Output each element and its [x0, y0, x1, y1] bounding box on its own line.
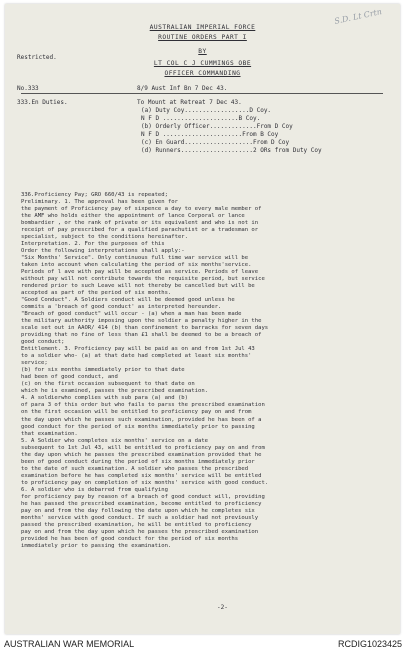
body-line: Order the following interpretations shall apply:- — [21, 248, 185, 255]
body-line: pay on and from the day upon which he passes the prescribed examination — [21, 528, 259, 535]
body-line: Preliminary. 1. The approval has been given for — [21, 199, 178, 206]
body-line: which he is examined, passes the prescribed examination. — [21, 388, 209, 395]
orders-heading: ROUTINE ORDERS PART I — [158, 34, 247, 41]
body-line: he has passed the prescribed examination, become entitled to proficiency — [21, 500, 262, 507]
body-line: to the date of such examination. A soldier who passes the prescribed — [21, 465, 249, 472]
mount-time: To Mount at Retreat 7 Dec 43. — [137, 99, 242, 106]
body-line: providing that no fine of less than £1 shall be deemed to be a breach of — [21, 332, 262, 339]
body-line: the day upon which he passes such examination, provided he has been of a — [21, 416, 262, 423]
body-line: provided he has been of good conduct for the period of six months — [21, 535, 239, 542]
body-line: the AMF who holds either the appointment of lance Corporal or lance — [21, 213, 245, 220]
body-line: without pay will not contribute towards the requisite period, but service — [21, 276, 265, 283]
body-line: the day upon which he passes the prescribed examination provided that he — [21, 451, 262, 458]
body-line: "Good Conduct". A Soldiers conduct will be deemed good unless he — [21, 297, 235, 304]
body-line: passed the prescribed examination, he will be entitled to proficiency — [21, 521, 252, 528]
force-heading: AUSTRALIAN IMPERIAL FORCE — [149, 24, 256, 31]
body-line: that examination. — [21, 430, 78, 437]
body-line: immediately prior to passing the examination. — [21, 542, 172, 549]
duty-row: (d) Runners....................2 ORs from Duty Coy — [141, 147, 322, 154]
body-line: commits a 'breach of good conduct' as interpreted hereunder. — [21, 304, 222, 311]
body-line: "Six Months' Service". Only continuous full time war service will be — [21, 255, 249, 262]
body-line: pay on and from the day following the date upon which he completes six — [21, 507, 255, 514]
duty-row: N F D .....................B Coy. — [141, 115, 261, 122]
body-line: 6. A soldier who is debarred from qualifying — [21, 486, 168, 493]
duty-row: (b) Orderly Officer.............From D Coy — [141, 123, 293, 130]
classification-label: Restricted. — [17, 54, 57, 61]
body-line: on the first occasion will be entitled to proficiency pay on and from — [21, 409, 252, 416]
page-number: -2- — [217, 604, 228, 611]
order-number: No.333 — [17, 85, 39, 92]
body-line: scale set out in AAOR/ 414 (b) than confinement to barracks for seven days — [21, 325, 269, 332]
body-line: to a soldier who- (a) at that date had completed at least six months' — [21, 353, 252, 360]
body-line: accepted as part of the period of six months. — [21, 290, 172, 297]
body-line: Interpretation. 2. For the purposes of this — [21, 241, 165, 248]
body-line: of para 3 of this order but who fails to parss the prescribed examination — [21, 402, 265, 409]
body-line: 5. A Soldier who completes six months' service on a date — [21, 437, 209, 444]
body-line: Periods of l ave with pay will be accepted as service. Periods of leave — [21, 269, 259, 276]
body-line: Entitlement. 3. Proficiency pay will be paid as on and from 1st Jul 43 — [21, 346, 255, 353]
body-line: for proficiency pay by reason of a breach of good conduct will, providing — [21, 493, 265, 500]
body-line: (b) for six months immediately prior to that date — [21, 367, 185, 374]
body-line: been of good conduct during the period of six months immediately prior — [21, 458, 255, 465]
body-line: receipt of pay prescribed for a qualified parachutist or a tradesman or — [21, 227, 259, 234]
duty-row: (a) Duty Coy..................D Coy. — [141, 107, 272, 114]
body-line: subsequent to 1st Jul 43, will be entitled to proficiency pay on and from — [21, 444, 265, 451]
officer-name: LT COL C J CUMMINGS OBE — [153, 60, 252, 67]
body-line: good conduct for the period of six months immediately prior to passing — [21, 423, 255, 430]
body-line: had been of good conduct, and — [21, 374, 118, 381]
body-line: months' service with good conduct. If such a soldier had not previously — [21, 514, 259, 521]
body-line: examination before he has completed six months' service will be entitled — [21, 472, 262, 479]
handwritten-annotation: S.D. Lt Crtn — [333, 7, 383, 26]
by-heading: BY — [198, 48, 207, 55]
section-333-title: 333.En Duties. — [17, 99, 68, 106]
body-line: specialist, subject to the conditions hereinafter. — [21, 234, 188, 241]
date-unit: 8/9 Aust Inf Bn 7 Dec 43. — [137, 85, 228, 92]
body-line: (c) on the first occasion subsequent to that date on — [21, 381, 195, 388]
body-line: bombardier , or the rank of private or its equivalent and who is not in — [21, 220, 259, 227]
archive-name: AUSTRALIAN WAR MEMORIAL — [4, 639, 135, 649]
body-line: 4. A soldierwho complies with sub para (a) and (b) — [21, 395, 188, 402]
document-page — [5, 4, 400, 634]
body-line: good conduct; — [21, 339, 65, 346]
officer-role: OFFICER COMMANDING — [164, 70, 241, 77]
body-line: to proficiency pay on completion of six months' service with good conduct. — [21, 479, 269, 486]
body-line: the military authority imposing upon the soldier a penalty higher in the — [21, 318, 262, 325]
archive-footer — [0, 636, 406, 654]
body-line: rendered prior to such Leave will not thereby be cancelled but will be — [21, 283, 255, 290]
order-body — [21, 192, 386, 550]
header-rule — [21, 93, 383, 94]
body-line: 336.Proficiency Pay; GRO 660/43 is repeated; — [21, 192, 168, 198]
record-id: RCDIG1023425 — [337, 639, 402, 649]
body-line: service; — [21, 360, 48, 367]
duty-row: N F D ......................From B Coy — [141, 131, 279, 138]
body-line: taken into account when calculating the period of six months'service. — [21, 262, 252, 269]
body-line: "Breach of good conduct" will occur - (a) when a man has been made — [21, 311, 242, 318]
duty-row: (c) En Guard...................From D Coy — [141, 139, 290, 146]
body-line: the payment of Proficiency pay of sixpence a day to every male member of — [21, 206, 262, 213]
